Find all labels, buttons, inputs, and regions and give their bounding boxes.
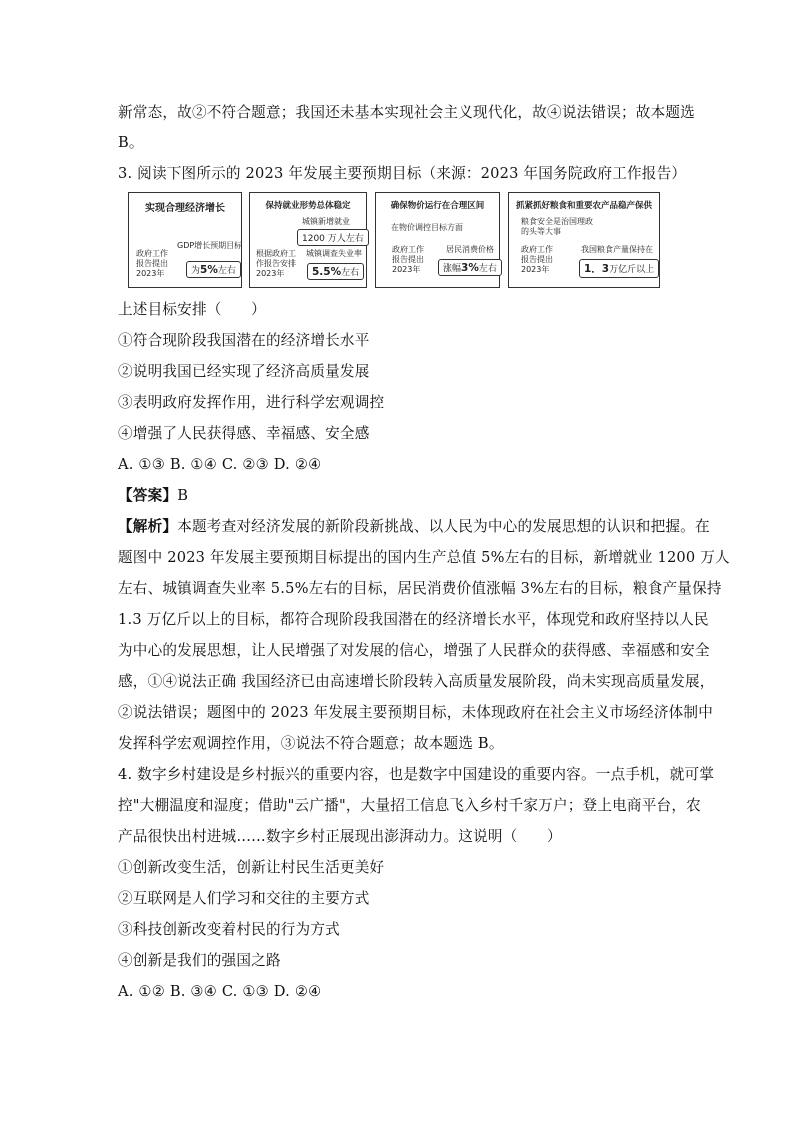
analysis-line: 题图中 2023 年发展主要预期目标提出的国内生产总值 5%左右的目标，新增就业 1200 万人 — [118, 549, 730, 566]
card-title: 确保物价运行在合理区间 — [390, 201, 485, 211]
card-left-label: 政府工作 报告提出 2023年 — [136, 249, 168, 278]
analysis-line: 为中心的发展思想，让人民增强了对发展的信心，增强了人民群众的获得感、幸福感和安全 — [118, 642, 710, 659]
option-4: ④创新是我们的强国之路 — [118, 952, 281, 969]
answer-label: 【答案】 — [118, 487, 178, 504]
card-value-box: 为5%左右 — [186, 261, 241, 278]
goals-figure — [128, 192, 660, 290]
question-4-stem: 控"大棚温度和湿度；借助"云广播"，大量招工信息飞入乡村千家万户；登上电商平台，农 — [118, 797, 701, 814]
card-label: 城镇新增就业 — [302, 217, 350, 226]
option-2: ②说明我国已经实现了经济高质量发展 — [118, 363, 370, 380]
card-value-box: 涨幅3%左右 — [438, 259, 502, 276]
analysis-line: 发挥科学宏观调控作用，③说法不符合题意；故本题选 B。 — [118, 735, 504, 752]
card-right-label: 我国粮食产量保持在 — [581, 245, 653, 254]
card-right-label: 居民消费价格 — [446, 245, 494, 254]
card-sub: 粮食安全是治国理政 的头等大事 — [521, 217, 593, 236]
goal-card-employment — [249, 192, 367, 288]
paragraph-line: 新常态，故②不符合题意；我国还未基本实现社会主义现代化，故④说法错误；故本题选 — [118, 104, 695, 121]
choices: A. ①② B. ③④ C. ①③ D. ②④ — [118, 983, 322, 1000]
option-1: ①符合现阶段我国潜在的经济增长水平 — [118, 332, 370, 349]
card-right-label: GDP增长预期目标 — [177, 241, 243, 250]
card-value-box: 5.5%左右 — [307, 263, 364, 280]
analysis-line: 【解析】本题考查对经济发展的新阶段新挑战、以人民为中心的发展思想的认识和把握。在 — [118, 518, 710, 535]
analysis-line: 感，①④说法正确 我国经济已由高速增长阶段转入高质量发展阶段，尚未实现高质量发展， — [118, 673, 715, 690]
card-value-box: 1．3万亿斤以上 — [579, 259, 659, 278]
option-4: ④增强了人民获得感、幸福感、安全感 — [118, 425, 370, 442]
card-title: 保持就业形势总体稳定 — [265, 201, 351, 211]
answer-value: B — [177, 487, 189, 504]
card-sub: 在物价调控目标方面 — [391, 223, 463, 232]
card-left-label: 根据政府工 作报告安排 2023年 — [256, 249, 296, 278]
card-label: 城镇调查失业率 — [306, 249, 362, 258]
answer-line — [118, 486, 678, 506]
question-4-stem: 4. 数字乡村建设是乡村振兴的重要内容，也是数字中国建设的重要内容。一点手机，就可掌 — [118, 766, 715, 783]
option-1: ①创新改变生活，创新让村民生活更美好 — [118, 859, 385, 876]
card-left-label: 政府工作 报告提出 2023年 — [521, 245, 553, 274]
option-2: ②互联网是人们学习和交往的主要方式 — [118, 890, 370, 907]
choices: A. ①③ B. ①④ C. ②③ D. ②④ — [118, 456, 322, 473]
paragraph-line: B。 — [118, 134, 144, 151]
card-value-box: 1200 万人左右 — [297, 229, 369, 246]
goal-card-growth — [128, 192, 242, 288]
analysis-line: 左右、城镇调查失业率 5.5%左右的目标，居民消费价值涨幅 3%左右的目标，粮食产量保持 — [118, 580, 722, 597]
goal-card-price — [375, 192, 500, 288]
question-3-prompt: 上述目标安排（ ） — [118, 301, 266, 318]
card-title: 实现合理经济增长 — [145, 203, 225, 214]
card-title: 抓紧抓好粮食和重要农产品稳产保供 — [515, 201, 652, 211]
question-4-stem: 产品很快出村进城……数字乡村正展现出澎湃动力。这说明（ ） — [118, 828, 562, 845]
analysis-line: ②说法错误；题图中的 2023 年发展主要预期目标，未体现政府在社会主义市场经济体制中 — [118, 704, 713, 721]
option-3: ③表明政府发挥作用，进行科学宏观调控 — [118, 394, 385, 411]
analysis-line: 1.3 万亿斤以上的目标，都符合现阶段我国潜在的经济增长水平，体现党和政府坚持以人民 — [118, 611, 709, 628]
analysis-label: 【解析】 — [118, 518, 178, 535]
goal-card-grain — [508, 192, 660, 288]
card-left-label: 政府工作 报告提出 2023年 — [392, 245, 424, 274]
option-3: ③科技创新改变着村民的行为方式 — [118, 921, 340, 938]
question-3-stem: 3. 阅读下图所示的 2023 年发展主要预期目标（来源：2023 年国务院政府工作报告） — [118, 165, 687, 182]
